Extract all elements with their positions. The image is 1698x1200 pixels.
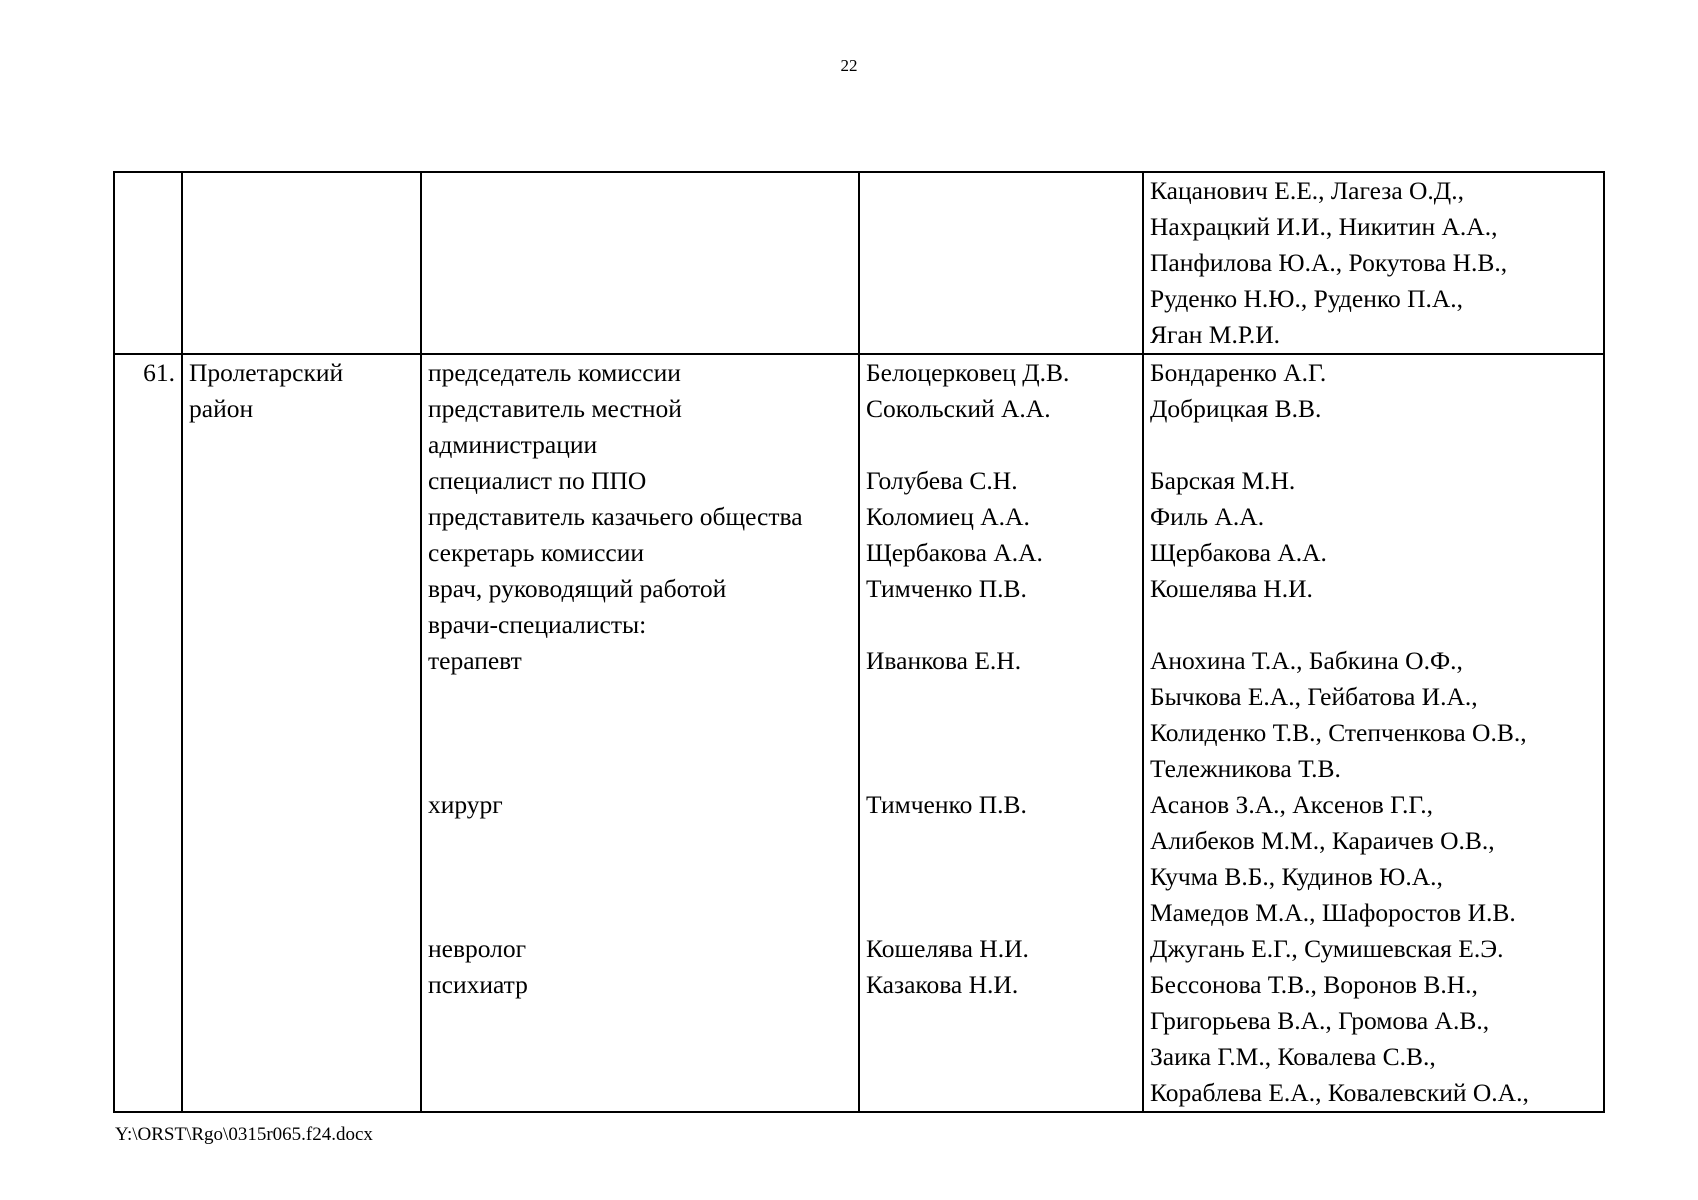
main-member-line: Коломиец А.А. xyxy=(866,502,1030,531)
reserve-member-line: Бондаренко А.Г. xyxy=(1150,358,1327,387)
position-line xyxy=(428,859,852,895)
cell-reserve-members xyxy=(1143,172,1604,354)
main-member-line: Щербакова А.А. xyxy=(866,538,1043,567)
main-member-line: Иванкова Е.Н. xyxy=(866,646,1022,675)
reserve-member-line: Анохина Т.А., Бабкина О.Ф., xyxy=(1150,646,1463,675)
table-row-continuation xyxy=(114,172,1604,354)
main-member-line xyxy=(866,823,1136,859)
cell-positions xyxy=(421,354,859,1112)
position-line xyxy=(428,679,852,715)
reserve-member-line: Кошелява Н.И. xyxy=(1150,574,1313,603)
member-line: Кацанович Е.Е., Лагеза О.Д., xyxy=(1150,176,1464,205)
position-line xyxy=(428,1075,852,1111)
main-member-line xyxy=(866,1003,1136,1039)
reserve-member-line: Щербакова А.А. xyxy=(1150,538,1327,567)
reserve-member-line: Тележникова Т.В. xyxy=(1150,754,1341,783)
reserve-member-line: Барская М.Н. xyxy=(1150,466,1296,495)
position-line: невролог xyxy=(428,934,527,963)
cell-number xyxy=(114,172,182,354)
main-member-line xyxy=(866,679,1136,715)
position-line: терапевт xyxy=(428,646,522,675)
main-member-line: Кошелява Н.И. xyxy=(866,934,1029,963)
position-line: представитель местной xyxy=(428,394,682,423)
member-line: Яган М.Р.И. xyxy=(1150,320,1281,349)
reserve-member-line: Асанов З.А., Аксенов Г.Г., xyxy=(1150,790,1434,819)
reserve-member-line: Добрицкая В.В. xyxy=(1150,394,1322,423)
cell-main-members xyxy=(859,354,1143,1112)
main-member-line xyxy=(866,427,1136,463)
reserve-member-line: Кораблева Е.А., Ковалевский О.А., xyxy=(1150,1078,1529,1107)
cell-district xyxy=(182,172,421,354)
main-member-line: Белоцерковец Д.В. xyxy=(866,358,1070,387)
position-line xyxy=(428,895,852,931)
reserve-member-line: Григорьева В.А., Громова А.В., xyxy=(1150,1006,1490,1035)
reserve-member-line xyxy=(1150,427,1597,463)
cell-reserve-members xyxy=(1143,354,1604,1112)
main-member-line: Тимченко П.В. xyxy=(866,790,1027,819)
position-line xyxy=(428,1039,852,1075)
main-member-line: Голубева С.Н. xyxy=(866,466,1018,495)
position-line: хирург xyxy=(428,790,503,819)
member-line: Руденко Н.Ю., Руденко П.А., xyxy=(1150,284,1464,313)
cell-main-members xyxy=(859,172,1143,354)
cell-district-name xyxy=(182,354,421,1112)
position-line: врачи-специалисты: xyxy=(428,610,647,639)
row-number xyxy=(114,354,182,1112)
position-line xyxy=(428,715,852,751)
main-member-line xyxy=(866,715,1136,751)
reserve-member-line xyxy=(1150,607,1597,643)
position-line xyxy=(428,751,852,787)
position-line: врач, руководящий работой xyxy=(428,574,727,603)
member-line: Панфилова Ю.А., Рокутова Н.В., xyxy=(1150,248,1508,277)
position-line xyxy=(428,1003,852,1039)
position-line: психиатр xyxy=(428,970,528,999)
district-name-line: район xyxy=(189,394,254,423)
reserve-member-line: Заика Г.М., Ковалева С.В., xyxy=(1150,1042,1436,1071)
main-member-line: Сокольский А.А. xyxy=(866,394,1051,423)
position-line: председатель комиссии xyxy=(428,358,681,387)
reserve-member-line: Мамедов М.А., Шафоростов И.В. xyxy=(1150,898,1516,927)
main-member-line xyxy=(866,1075,1136,1111)
main-member-line xyxy=(866,1039,1136,1075)
footer-file-path: Y:\ORST\Rgo\0315r065.f24.docx xyxy=(115,1124,373,1145)
reserve-member-line: Алибеков М.М., Караичев О.В., xyxy=(1150,826,1495,855)
reserve-member-line: Бычкова Е.А., Гейбатова И.А., xyxy=(1150,682,1478,711)
position-line: специалист по ППО xyxy=(428,466,647,495)
position-line: секретарь комиссии xyxy=(428,538,645,567)
main-member-line xyxy=(866,751,1136,787)
page-number: 22 xyxy=(840,56,858,75)
row-number-text: 61. xyxy=(143,358,175,387)
reserve-member-line: Филь А.А. xyxy=(1150,502,1265,531)
reserve-member-line: Джугань Е.Г., Сумишевская Е.Э. xyxy=(1150,934,1504,963)
position-line: представитель казачьего общества xyxy=(428,502,803,531)
reserve-member-line: Колиденко Т.В., Степченкова О.В., xyxy=(1150,718,1527,747)
main-member-line xyxy=(866,895,1136,931)
main-member-line: Казакова Н.И. xyxy=(866,970,1019,999)
district-name-line: Пролетарский xyxy=(189,358,344,387)
main-member-line xyxy=(866,607,1136,643)
commission-table xyxy=(113,171,1605,1113)
cell-positions xyxy=(421,172,859,354)
main-member-line xyxy=(866,859,1136,895)
reserve-member-line: Кучма В.Б., Кудинов Ю.А., xyxy=(1150,862,1443,891)
main-member-line: Тимченко П.В. xyxy=(866,574,1027,603)
member-line: Нахрацкий И.И., Никитин А.А., xyxy=(1150,212,1498,241)
position-line xyxy=(428,823,852,859)
reserve-member-line: Бессонова Т.В., Воронов В.Н., xyxy=(1150,970,1478,999)
table-row-district-61 xyxy=(114,354,1604,1112)
position-line: администрации xyxy=(428,430,598,459)
